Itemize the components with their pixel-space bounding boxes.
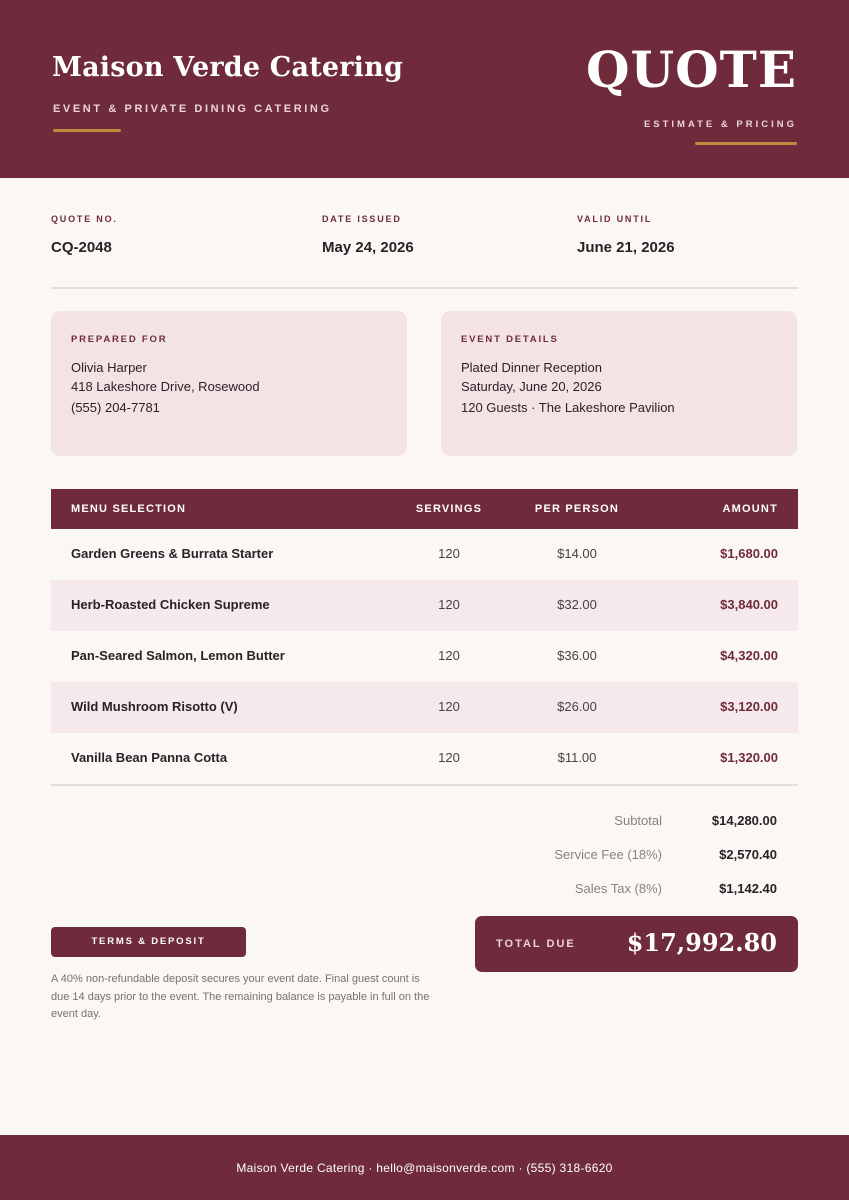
row-item: Garden Greens & Burrata Starter (71, 546, 274, 561)
header-banner (0, 0, 849, 178)
row-per-person: $11.00 (557, 750, 597, 765)
sales-tax-value: $1,142.40 (719, 881, 777, 896)
table-bottom-rule (51, 784, 798, 786)
row-per-person: $14.00 (557, 546, 597, 561)
event-date: Saturday, June 20, 2026 (461, 379, 602, 394)
company-tagline: EVENT & PRIVATE DINING CATERING (53, 103, 332, 115)
row-amount: $3,120.00 (720, 699, 778, 714)
row-servings: 120 (438, 699, 460, 714)
table-row (51, 529, 798, 580)
prepared-for-label: PREPARED FOR (71, 334, 168, 345)
company-name: Maison Verde Catering (52, 52, 404, 83)
row-item: Wild Mushroom Risotto (V) (71, 699, 238, 714)
row-servings: 120 (438, 597, 460, 612)
event-details-label: EVENT DETAILS (461, 334, 559, 345)
row-item: Pan-Seared Salmon, Lemon Butter (71, 648, 285, 663)
terms-text: A 40% non-refundable deposit secures your event date. Final guest count is due 14 days prior to the event. The remaining balance is payable in full on the event day. (51, 973, 430, 1020)
date-issued-label: DATE ISSUED (322, 214, 402, 224)
subtotal-label: Subtotal (614, 813, 662, 828)
col-servings: SERVINGS (415, 503, 483, 515)
row-per-person: $26.00 (557, 699, 597, 714)
row-amount: $3,840.00 (720, 597, 778, 612)
valid-until: June 21, 2026 (577, 239, 675, 256)
menu-table-header (51, 489, 798, 529)
footer-banner (0, 1135, 849, 1200)
quote-number: CQ-2048 (51, 239, 112, 256)
row-item: Herb-Roasted Chicken Supreme (71, 597, 270, 612)
document-subtitle: ESTIMATE & PRICING (643, 119, 797, 130)
row-servings: 120 (438, 648, 460, 663)
total-due-value: $17,992.80 (626, 928, 777, 957)
valid-until-label: VALID UNTIL (577, 214, 653, 224)
sales-tax-label: Sales Tax (8%) (574, 881, 662, 896)
meta-divider (51, 287, 798, 289)
row-servings: 120 (438, 546, 460, 561)
row-amount: $1,680.00 (720, 546, 778, 561)
prepared-for-card (51, 311, 407, 456)
row-servings: 120 (438, 750, 460, 765)
table-row (51, 733, 798, 784)
event-guests-venue: 120 Guests · The Lakeshore Pavilion (461, 400, 675, 415)
event-details-card (441, 311, 797, 456)
document-title: QUOTE (585, 40, 797, 99)
brand-accent-rule (53, 129, 121, 132)
row-per-person: $32.00 (557, 597, 597, 612)
subtotal-value: $14,280.00 (711, 813, 777, 828)
event-type: Plated Dinner Reception (461, 360, 602, 375)
date-issued: May 24, 2026 (322, 239, 414, 256)
quote-number-label: QUOTE NO. (51, 214, 118, 224)
service-fee-label: Service Fee (18%) (554, 847, 662, 862)
row-amount: $4,320.00 (720, 648, 778, 663)
client-phone: (555) 204-7781 (71, 400, 160, 415)
footer-contact: Maison Verde Catering · hello@maisonverde.com · (555) 318-6620 (236, 1161, 613, 1175)
row-amount: $1,320.00 (720, 750, 778, 765)
terms-deposit-badge: TERMS & DEPOSIT (51, 927, 246, 957)
row-item: Vanilla Bean Panna Cotta (71, 750, 228, 765)
total-due-label: TOTAL DUE (496, 938, 576, 950)
service-fee-value: $2,570.40 (719, 847, 777, 862)
col-menu-selection: MENU SELECTION (71, 503, 187, 515)
total-due-box (475, 916, 798, 972)
table-row (51, 631, 798, 682)
table-row (51, 580, 798, 631)
title-accent-rule (695, 142, 797, 145)
client-name: Olivia Harper (71, 360, 147, 375)
table-row (51, 682, 798, 733)
client-address: 418 Lakeshore Drive, Rosewood (71, 379, 260, 394)
row-per-person: $36.00 (557, 648, 597, 663)
col-amount: AMOUNT (722, 503, 778, 515)
col-per-person: PER PERSON (534, 503, 620, 515)
